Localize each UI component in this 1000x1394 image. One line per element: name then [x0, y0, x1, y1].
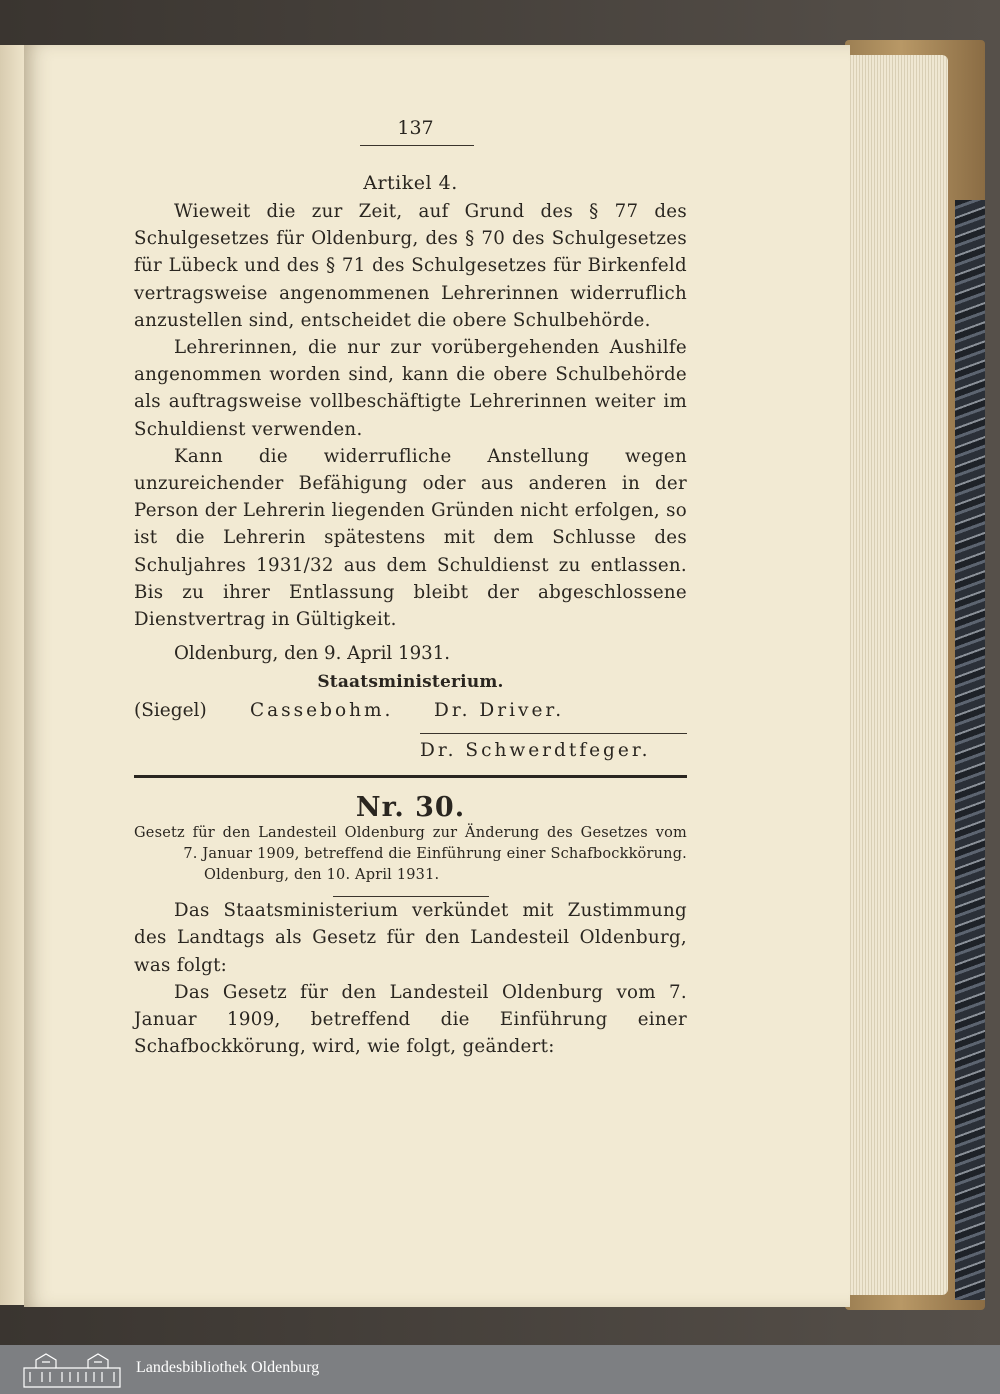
signature-rule: [420, 733, 687, 734]
section-divider: [134, 775, 687, 778]
library-name[interactable]: Landesbibliothek Oldenburg: [136, 1359, 320, 1376]
paragraph-2: Lehrerinnen, die nur zur vorübergehenden Aushilfe angenommen worden sind, kann die obere Schulbehörde als auftragsweise vollbeschäftigte Lehrerinnen weiter im Schuldienst verwenden.: [134, 337, 687, 440]
left-page-edge: [0, 45, 26, 1305]
signature-cassebohm: Cassebohm.: [250, 700, 394, 722]
law-title-line-2: 7. Januar 1909, betreffend die Einführung einer Schafbockkörung.: [183, 846, 687, 863]
law-paragraph-2: Das Gesetz für den Landesteil Oldenburg vom 7. Januar 1909, betreffend die Einführung einer Schafbockkörung, wird, wie folgt, geändert:: [134, 981, 687, 1058]
article-heading: Artikel 4.: [363, 172, 458, 194]
signature-row: [134, 700, 687, 721]
page-edges: [848, 55, 948, 1295]
page-number-rule: [360, 145, 474, 146]
law-title-line-3: Oldenburg, den 10. April 1931.: [204, 867, 440, 884]
law-title-line-1: Gesetz für den Landesteil Oldenburg zur Änderung des Gesetzes vom: [134, 825, 687, 842]
paragraph-3: Kann die widerrufliche Anstellung wegen unzureichender Befähigung oder aus anderen in der Person der Lehrerin liegenden Gründen nicht erfolgen, so ist die Lehrerin spätestens mit dem Schlusse des Schuljahres 1931/32 aus dem Schuldienst zu entlassen. Bis zu ihrer Entlassung bleibt der abgeschlossene Dienstvertrag in Gültigkeit.: [134, 445, 687, 631]
signature-driver: Dr. Driver.: [434, 700, 565, 722]
page-content: [134, 117, 687, 1060]
signature-schwerdtfeger: Dr. Schwerdtfeger.: [420, 740, 651, 762]
footer-bar: [0, 1345, 1000, 1394]
law-number: Nr. 30.: [355, 792, 466, 824]
page-number: 137: [397, 117, 434, 139]
library-building-icon[interactable]: [22, 1352, 122, 1388]
book-page: [24, 45, 850, 1307]
ministry-heading: Staatsministerium.: [317, 672, 504, 693]
seal-label: (Siegel): [134, 700, 207, 722]
law-paragraph-1: Das Staatsministerium verkündet mit Zustimmung des Landtags als Gesetz für den Landesteil Oldenburg, was folgt:: [134, 900, 687, 976]
place-date: Oldenburg, den 9. April 1931.: [174, 643, 451, 665]
marbled-edge: [955, 200, 985, 1300]
paragraph-1: Wieweit die zur Zeit, auf Grund des § 77 des Schulgesetzes für Oldenburg, des § 70 des Schulgesetzes für Lübeck und des § 71 des Schulgesetzes für Birkenfeld vertragsweise angenommenen Lehrerinnen widerruflich anzustellen sind, entscheidet die obere Schulbehörde.: [134, 201, 687, 331]
